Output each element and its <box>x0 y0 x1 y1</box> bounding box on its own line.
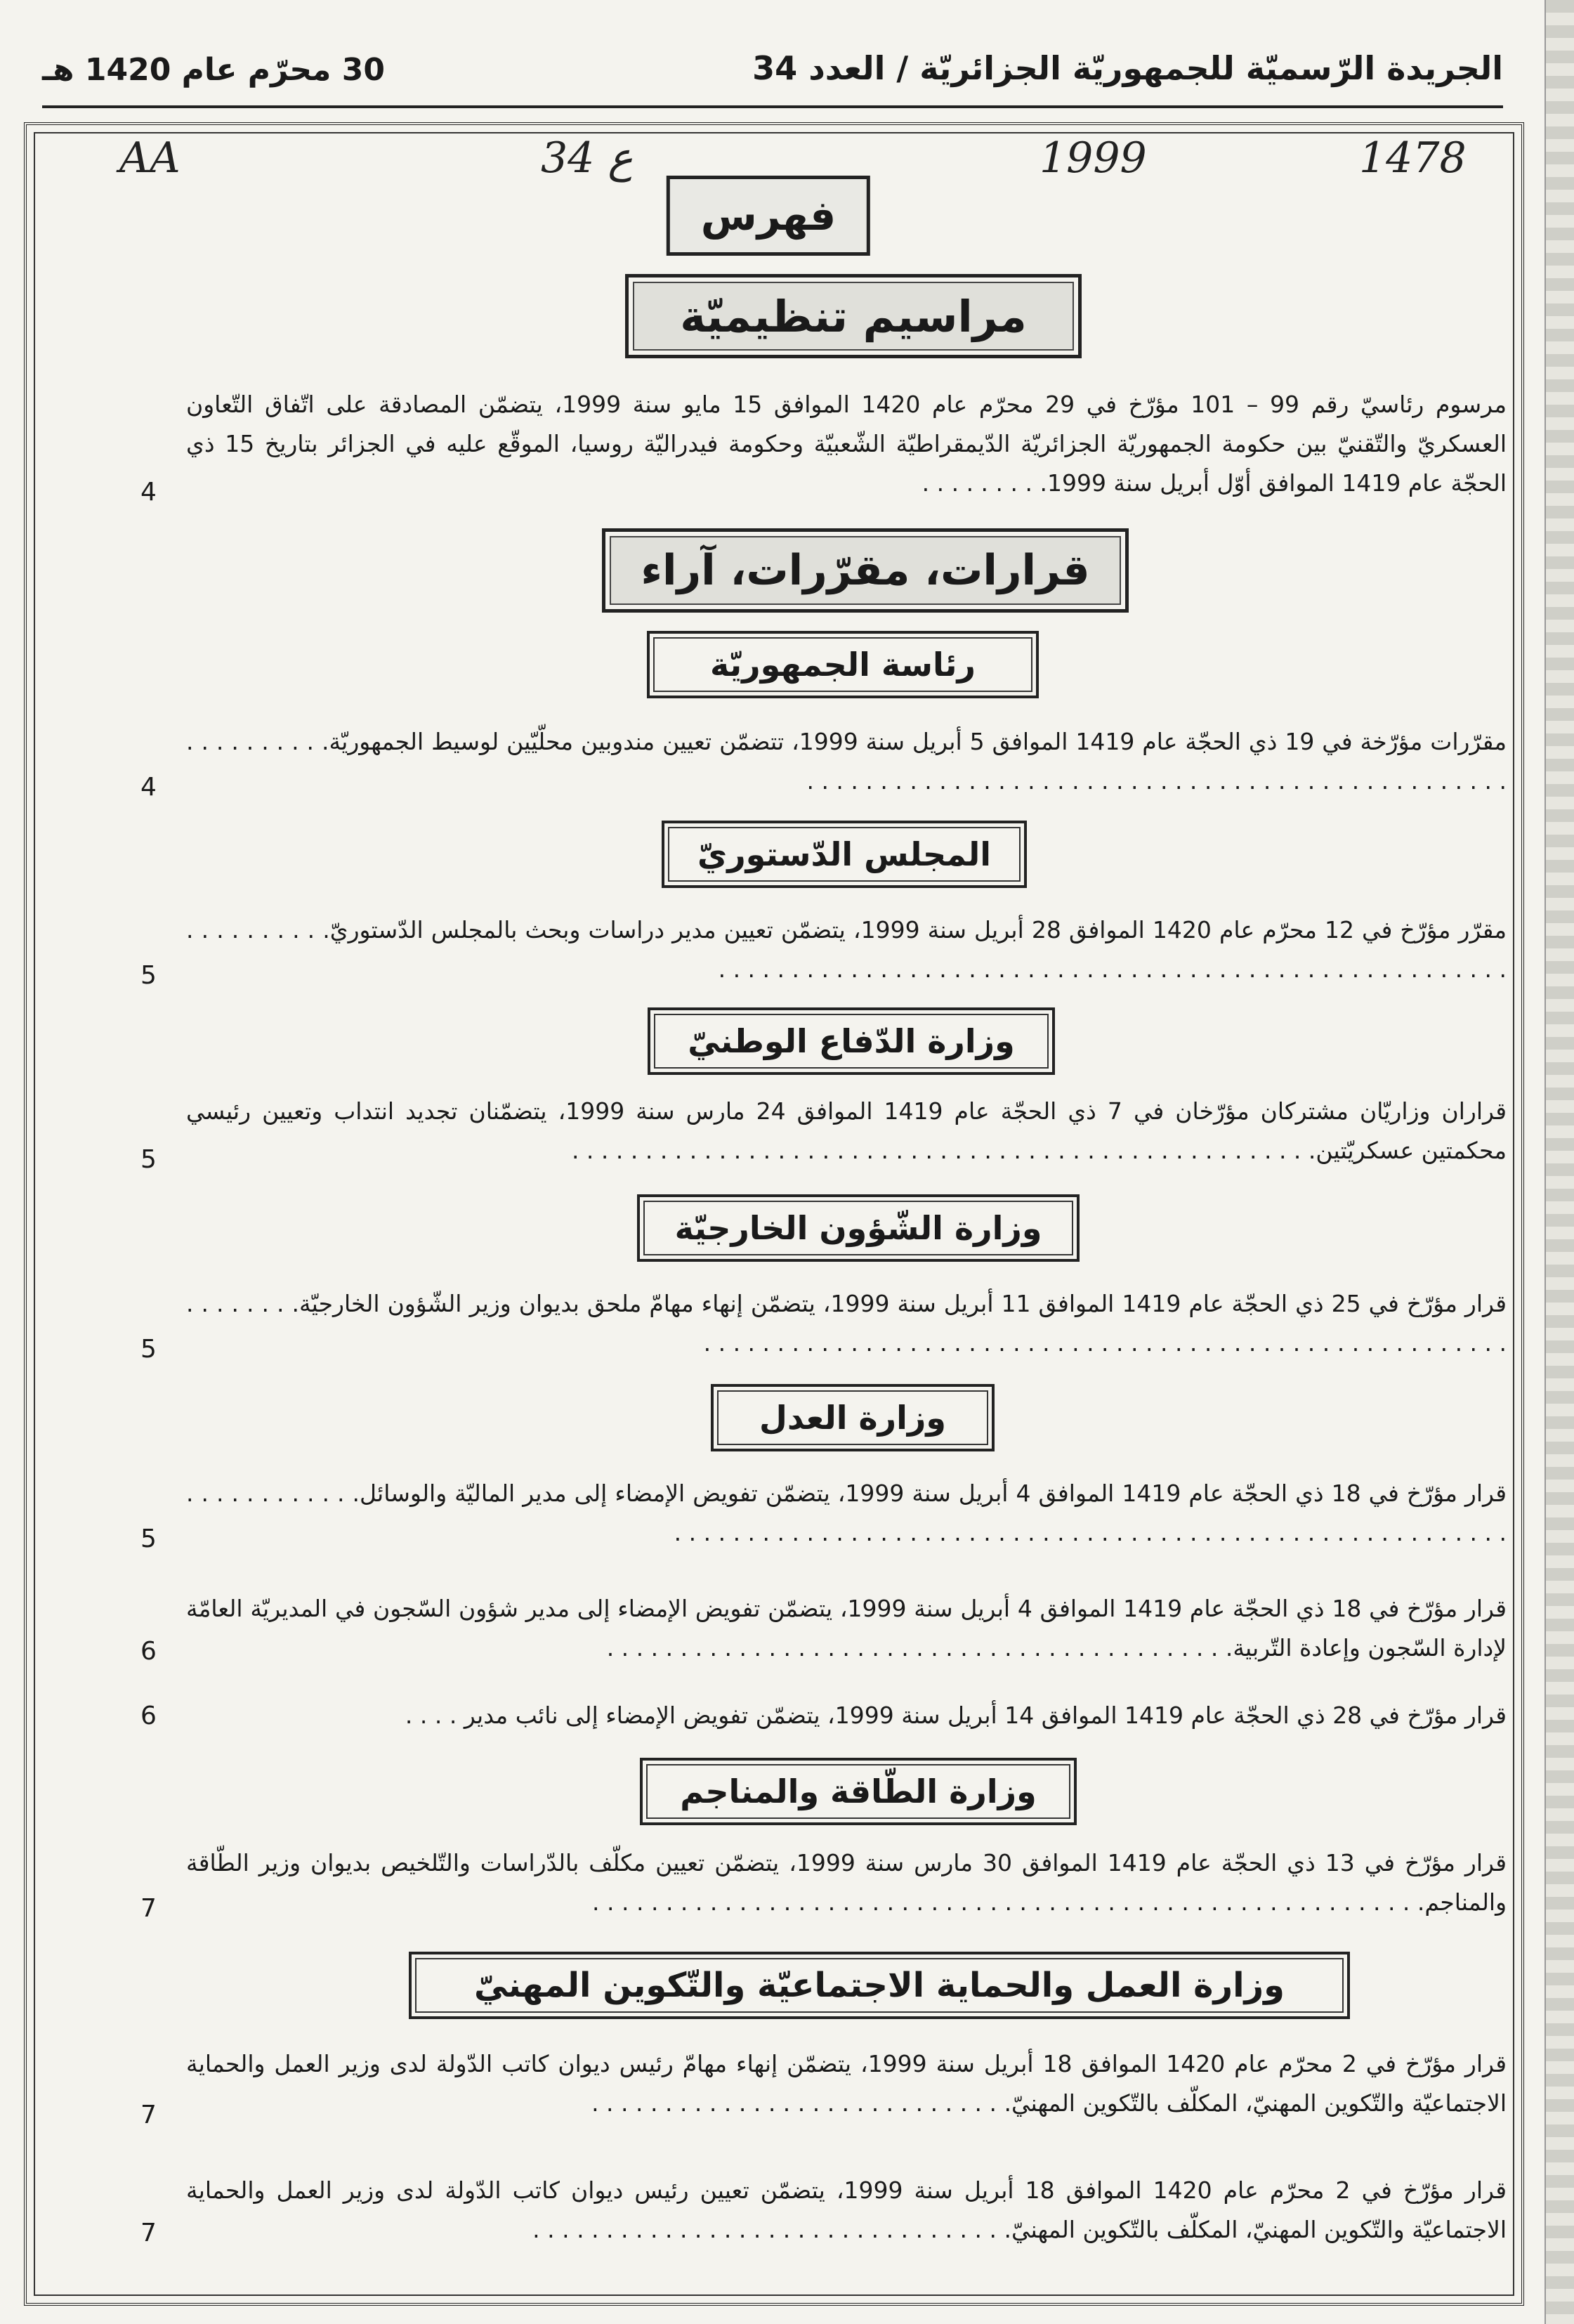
toc-entry[interactable] <box>186 2171 1507 2250</box>
subsection-labour-social-protection: وزارة العمل والحماية الاجتماعيّة والتّكوين المهنيّ <box>409 1952 1350 2019</box>
entry-page-number: 7 <box>140 2219 157 2247</box>
hijri-date: 30 محرّم عام 1420 هـ <box>42 52 385 88</box>
entry-page-number: 6 <box>140 1637 157 1666</box>
entry-page-number: 5 <box>140 1335 157 1364</box>
entry-text: قرار مؤرّخ في 28 ذي الحجّة عام 1419 الموافق 14 أبريل سنة 1999، يتضمّن تفويض الإمضاء إلى نائب مدير . . . . <box>405 1702 1507 1729</box>
entry-text: مرسوم رئاسيّ رقم 99 – 101 مؤرّخ في 29 محرّم عام 1420 الموافق 15 مايو سنة 1999، يتضمّن المصادقة على اتّفاق التّعاون العسكريّ والتّقنيّ بين حكومة الجمهوريّة الجزائريّة الدّيمقراطيّة الشّعبيّة وحكومة فيدراليّة روسيا، الموقّع عليه في الجزائر بتاريخ 15 ذي الحجّة عام 1419 الموافق أوّل أبريل سنة 1999. . . . . . . . . <box>186 391 1507 497</box>
toc-entry[interactable] <box>186 1843 1507 1922</box>
entry-page-number: 5 <box>140 1525 157 1553</box>
header-rule <box>42 105 1503 108</box>
entry-page-number: 5 <box>140 961 157 990</box>
section-header-decisions: قرارات، مقرّرات، آراء <box>602 528 1129 613</box>
toc-entry[interactable] <box>186 1284 1507 1363</box>
entry-text: قرار مؤرّخ في 18 ذي الحجّة عام 1419 الموافق 4 أبريل سنة 1999، يتضمّن تفويض الإمضاء إلى مدير الماليّة والوسائل. . . . . . . . . . . . . . . . . . . . . . . . . . . . . . . . . . . . . . . . . . . . . . . . . . . . . . . . . . . . . . . . . . . . . <box>186 1480 1507 1546</box>
entry-page-number: 5 <box>140 1145 157 1174</box>
entry-text: مقرّر مؤرّخ في 12 محرّم عام 1420 الموافق 28 أبريل سنة 1999، يتضمّن تعيين مدير دراسات وبحث بالمجلس الدّستوريّ. . . . . . . . . . . . . . . . . . . . . . . . . . . . . . . . . . . . . . . . . . . . . . . . . . . . . . . . . . . . . . . . <box>186 916 1507 983</box>
handwritten-page: 1478 <box>1359 133 1467 183</box>
section-header-decrees: مراسيم تنظيميّة <box>625 274 1082 358</box>
subsection-presidency: رئاسة الجمهوريّة <box>647 631 1039 698</box>
handwritten-issue: 34 ع <box>541 133 634 183</box>
entry-text: قرار مؤرّخ في 13 ذي الحجّة عام 1419 الموافق 30 مارس سنة 1999، يتضمّن تعيين مكلّف بالدّراسات والتّلخيص بديوان وزير الطّاقة والمناجم. . . . . . . . . . . . . . . . . . . . . . . . . . . . . . . . . . . . . . . . . . . . . . . . . . . . . . . . . <box>186 1849 1507 1916</box>
entry-text: قرار مؤرّخ في 2 محرّم عام 1420 الموافق 18 أبريل سنة 1999، يتضمّن إنهاء مهامّ رئيس ديوان كاتب الدّولة لدى وزير العمل والحماية الاجتماعيّة والتّكوين المهنيّ، المكلّف بالتّكوين المهنيّ. . . . . . . . . . . . . . . . . . . . . . . . . . . . . <box>186 2050 1507 2117</box>
entry-page-number: 4 <box>140 478 157 507</box>
entry-text: مقرّرات مؤرّخة في 19 ذي الحجّة عام 1419 الموافق 5 أبريل سنة 1999، تتضمّن تعيين مندوبين محلّيّين لوسيط الجمهوريّة. . . . . . . . . . . . . . . . . . . . . . . . . . . . . . . . . . . . . . . . . . . . . . . . . . . . . . . . . . <box>186 728 1507 795</box>
entry-page-number: 4 <box>140 773 157 802</box>
toc-entry[interactable] <box>186 1092 1507 1170</box>
journal-header <box>42 49 1503 105</box>
entry-page-number: 7 <box>140 2101 157 2129</box>
toc-entry[interactable] <box>186 910 1507 989</box>
entry-text: قرار مؤرّخ في 25 ذي الحجّة عام 1419 الموافق 11 أبريل سنة 1999، يتضمّن إنهاء مهامّ ملحق بديوان وزير الشّؤون الخارجيّة. . . . . . . . . . . . . . . . . . . . . . . . . . . . . . . . . . . . . . . . . . . . . . . . . . . . . . . . . . . . . . . <box>186 1290 1507 1357</box>
entry-text: قراران وزاريّان مشتركان مؤرّخان في 7 ذي الحجّة عام 1419 الموافق 24 مارس سنة 1999، يتضمّنان تجديد انتداب وتعيين رئيسي محكمتين عسكريّتين. . . . . . . . . . . . . . . . . . . . . . . . . . . . . . . . . . . . . . . . . . . . . . . . . . . <box>186 1097 1507 1164</box>
toc-entry[interactable] <box>186 2044 1507 2123</box>
entry-text: قرار مؤرّخ في 2 محرّم عام 1420 الموافق 18 أبريل سنة 1999، يتضمّن تعيين رئيس ديوان كاتب الدّولة لدى وزير العمل والحماية الاجتماعيّة والتّكوين المهنيّ، المكلّف بالتّكوين المهنيّ. . . . . . . . . . . . . . . . . . . . . . . . . . . . . . . . . <box>186 2176 1507 2243</box>
toc-entry[interactable] <box>186 1696 1507 1735</box>
page-binding-edge <box>1545 0 1574 2324</box>
entry-text: قرار مؤرّخ في 18 ذي الحجّة عام 1419 الموافق 4 أبريل سنة 1999، يتضمّن تفويض الإمضاء إلى مدير شؤون السّجون في المديريّة العامّة لإدارة السّجون وإعادة التّربية. . . . . . . . . . . . . . . . . . . . . . . . . . . . . . . . . . . . . . . . . . . <box>186 1595 1507 1662</box>
subsection-energy-mines: وزارة الطّاقة والمناجم <box>640 1758 1077 1825</box>
subsection-national-defense: وزارة الدّفاع الوطنيّ <box>648 1007 1055 1075</box>
toc-entry[interactable] <box>186 722 1507 801</box>
entry-page-number: 7 <box>140 1894 157 1923</box>
toc-entry[interactable] <box>186 1589 1507 1668</box>
entry-page-number: 6 <box>140 1702 157 1730</box>
subsection-constitutional-council: المجلس الدّستوريّ <box>662 821 1027 888</box>
handwritten-note-left: AA <box>119 133 181 183</box>
journal-title: الجريدة الرّسميّة للجمهوريّة الجزائريّة / العدد 34 <box>752 49 1503 87</box>
handwritten-year: 1999 <box>1040 133 1147 183</box>
index-title: فهرس <box>667 176 870 256</box>
toc-entry[interactable] <box>186 385 1507 503</box>
subsection-foreign-affairs: وزارة الشّؤون الخارجيّة <box>637 1194 1080 1262</box>
subsection-justice: وزارة العدل <box>711 1384 995 1451</box>
toc-entry[interactable] <box>186 1474 1507 1553</box>
